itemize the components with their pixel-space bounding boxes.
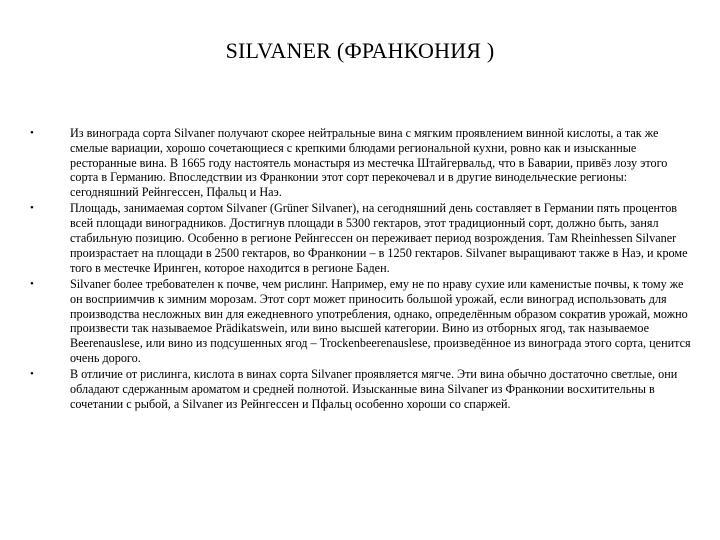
bullet-item — [30, 201, 694, 275]
bullet-item — [30, 367, 694, 411]
bullet-list — [30, 126, 694, 413]
bullet-text: Из винограда сорта Silvaner получают скорее нейтральные вина с мягким проявлением винной кислоты, а так же смелые вариации, хорошо сочетающиеся с крепкими блюдами региональной кухни, ровно как и изысканные ресторанные вина. В 1665 году настоятель монастыря из местечка Штайгервальд, что в Баварии, привёз лозу этого сорта в Германию. Впоследствии из Франконии этот сорт перекочевал и в другие винодельческие регионы: сегодняшний Рейнгессен, Пфальц и Наэ. — [70, 126, 668, 200]
bullet-dot-icon: • — [30, 277, 34, 290]
bullet-dot-icon: • — [30, 202, 34, 215]
bullet-item — [30, 126, 694, 200]
bullet-text: В отличие от рислинга, кислота в винах сорта Silvaner проявляется мягче. Эти вина обычно достаточно светлые, они обладают сдержанным ароматом и средней полнотой. Изысканные вина Silvaner из Франконии восхитительны в сочетании с рыбой, а Silvaner из Рейнгессен и Пфальц особенно хороши со спаржей. — [70, 367, 678, 411]
bullet-text: Silvaner более требователен к почве, чем рислинг. Например, ему не по нраву сухие или каменистые почвы, к тому же он восприимчив к зимним морозам. Этот сорт может приносить большой урожай, если виноград использовать для производства несложных вин для ежедневного употребления, однако, определённым образом сократив урожай, можно произвести так называемое Prädikatswein, или вино высшей категории. Вино из отборных ягод, так называемое Beerenauslese, или вино из подсушенных ягод – Trockenbeerenauslese, произведённое из винограда этого сорта, ценится очень дорого. — [70, 276, 691, 365]
bullet-dot-icon: • — [30, 368, 34, 381]
bullet-dot-icon: • — [30, 127, 34, 139]
bullet-item — [30, 277, 694, 366]
bullet-text: Площадь, занимаемая сортом Silvaner (Grüner Silvaner), на сегодняшний день составляет в Германии пять процентов всей площади виноградников. Достигнув площади в 5300 гектаров, этот традиционный сорт, должно быть, занял стабильную позицию. Особенно в регионе Рейнгессен он переживает период возрождения. Там Rheinhessen Silvaner произрастает на площади в 2500 гектаров, во Франконии – в 1250 гектаров. Silvaner выращивают также в Наэ, и кроме того в местечке Ирингeн, которое находится в регионе Баден. — [70, 201, 688, 275]
slide-title: SILVANER (ФРАНКОНИЯ ) — [225, 38, 495, 63]
